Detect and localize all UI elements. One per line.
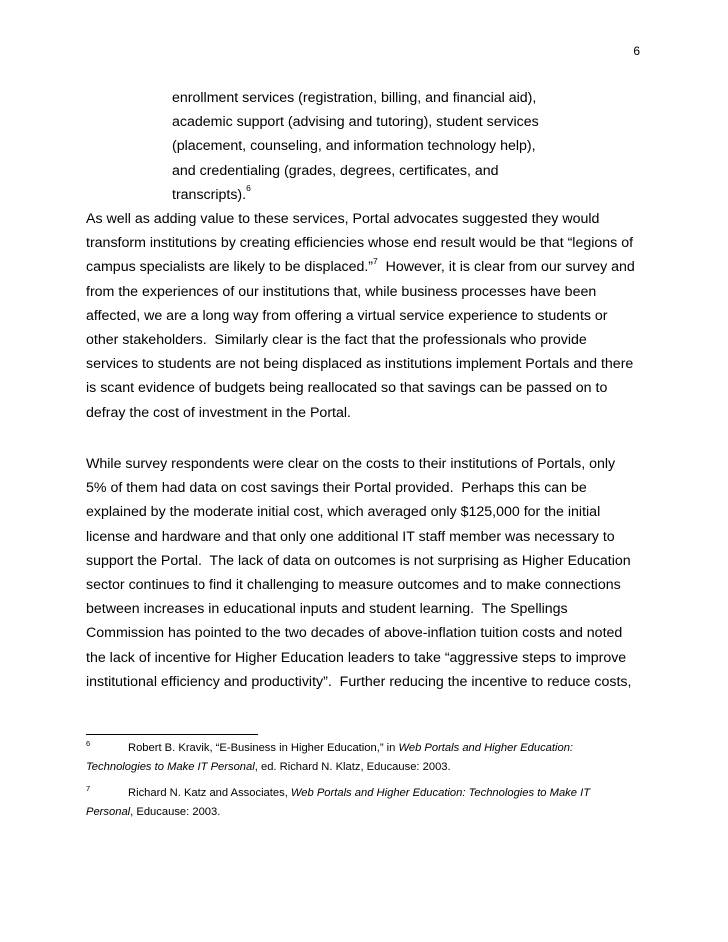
quote-line: and credentialing (grades, degrees, certificates, and xyxy=(172,162,499,179)
text-line: other stakeholders. Similarly clear is the fact that the professionals who provide xyxy=(86,332,587,349)
text-line: Commission has pointed to the two decades of above-inflation tuition costs and noted xyxy=(86,625,623,642)
text-line: support the Portal. The lack of data on outcomes is not surprising as Higher Education xyxy=(86,552,631,569)
quote-line: enrollment services (registration, billing, and financial aid), xyxy=(172,90,537,106)
footnote-text: Richard N. Katz and Associates, xyxy=(128,787,291,799)
quote-line xyxy=(172,183,572,207)
footnote-separator xyxy=(86,734,258,735)
footnote-ref-6[interactable]: 6 xyxy=(246,183,251,194)
text-line: affected, we are a long way from offering a virtual service experience to students or xyxy=(86,307,608,324)
text-line xyxy=(86,255,646,279)
footnote-line xyxy=(86,758,646,777)
text-line: 5% of them had data on cost savings their Portal provided. Perhaps this can be xyxy=(86,480,587,497)
page-number: 6 xyxy=(633,44,640,58)
text-line: license and hardware and that only one additional IT staff member was necessary to xyxy=(86,528,615,545)
text-line: institutional efficiency and productivity”. Further reducing the incentive to reduce costs, xyxy=(86,673,632,690)
quote-line: (placement, counseling, and information technology help), xyxy=(172,138,536,155)
quote-line-text: transcripts). xyxy=(172,186,247,203)
footnote-text: Robert B. Kravik, “E-Business in Higher Education,” in xyxy=(128,742,399,754)
block-quote xyxy=(172,86,572,207)
text-line: from the experiences of our institutions that, while business processes have been xyxy=(86,283,597,300)
footnote-text: , Educause: 2003. xyxy=(130,805,221,818)
footnote-ref-7[interactable]: 7 xyxy=(373,255,378,266)
footnote-title: Web Portals and Higher Education: xyxy=(398,742,574,754)
footnote-title: Web Portals and Higher Education: Technologies to Make IT xyxy=(290,787,591,799)
footnote-line: 7 Richard N. Katz and Associates, Web Portals and Higher Education: Technologies to Make IT xyxy=(86,784,591,799)
text-line: between increases in educational inputs and student learning. The Spellings xyxy=(86,601,568,618)
text-line: transform institutions by creating efficiencies whose end result would be that “legions of xyxy=(86,235,634,252)
text-line: As well as adding value to these services, Portal advocates suggested they would xyxy=(86,211,600,227)
text-line: While survey respondents were clear on the costs to their institutions of Portals, only xyxy=(86,456,616,472)
text-line: explained by the moderate initial cost, which averaged only $125,000 for the initial xyxy=(86,504,601,521)
paragraph-2 xyxy=(86,452,646,694)
footnote-7 xyxy=(86,784,646,821)
paragraph-1 xyxy=(86,207,646,425)
footnote-text: , ed. Richard N. Klatz, Educause: 2003. xyxy=(254,760,451,773)
footnote-line xyxy=(86,803,646,822)
footnote-title: Personal xyxy=(86,805,131,818)
footnote-6 xyxy=(86,739,646,776)
footnote-title: Technologies to Make IT Personal xyxy=(86,760,255,773)
text-line: is scant evidence of budgets being reallocated so that savings can be passed on to xyxy=(86,380,608,397)
text-line: sector continues to find it challenging to measure outcomes and to make connections xyxy=(86,577,621,594)
quote-line: academic support (advising and tutoring), student services xyxy=(172,114,539,131)
text-line-part: However, it is clear from our survey and xyxy=(377,259,635,276)
text-line: services to students are not being displaced as institutions implement Portals and there xyxy=(86,356,634,373)
text-line-part: campus specialists are likely to be displaced.” xyxy=(86,259,374,276)
text-line: defray the cost of investment in the Portal. xyxy=(86,404,351,421)
footnote-line: 6 Robert B. Kravik, “E-Business in Higher Education,” in Web Portals and Higher Education: xyxy=(86,739,574,754)
text-line: the lack of incentive for Higher Education leaders to take “aggressive steps to improve xyxy=(86,649,627,666)
